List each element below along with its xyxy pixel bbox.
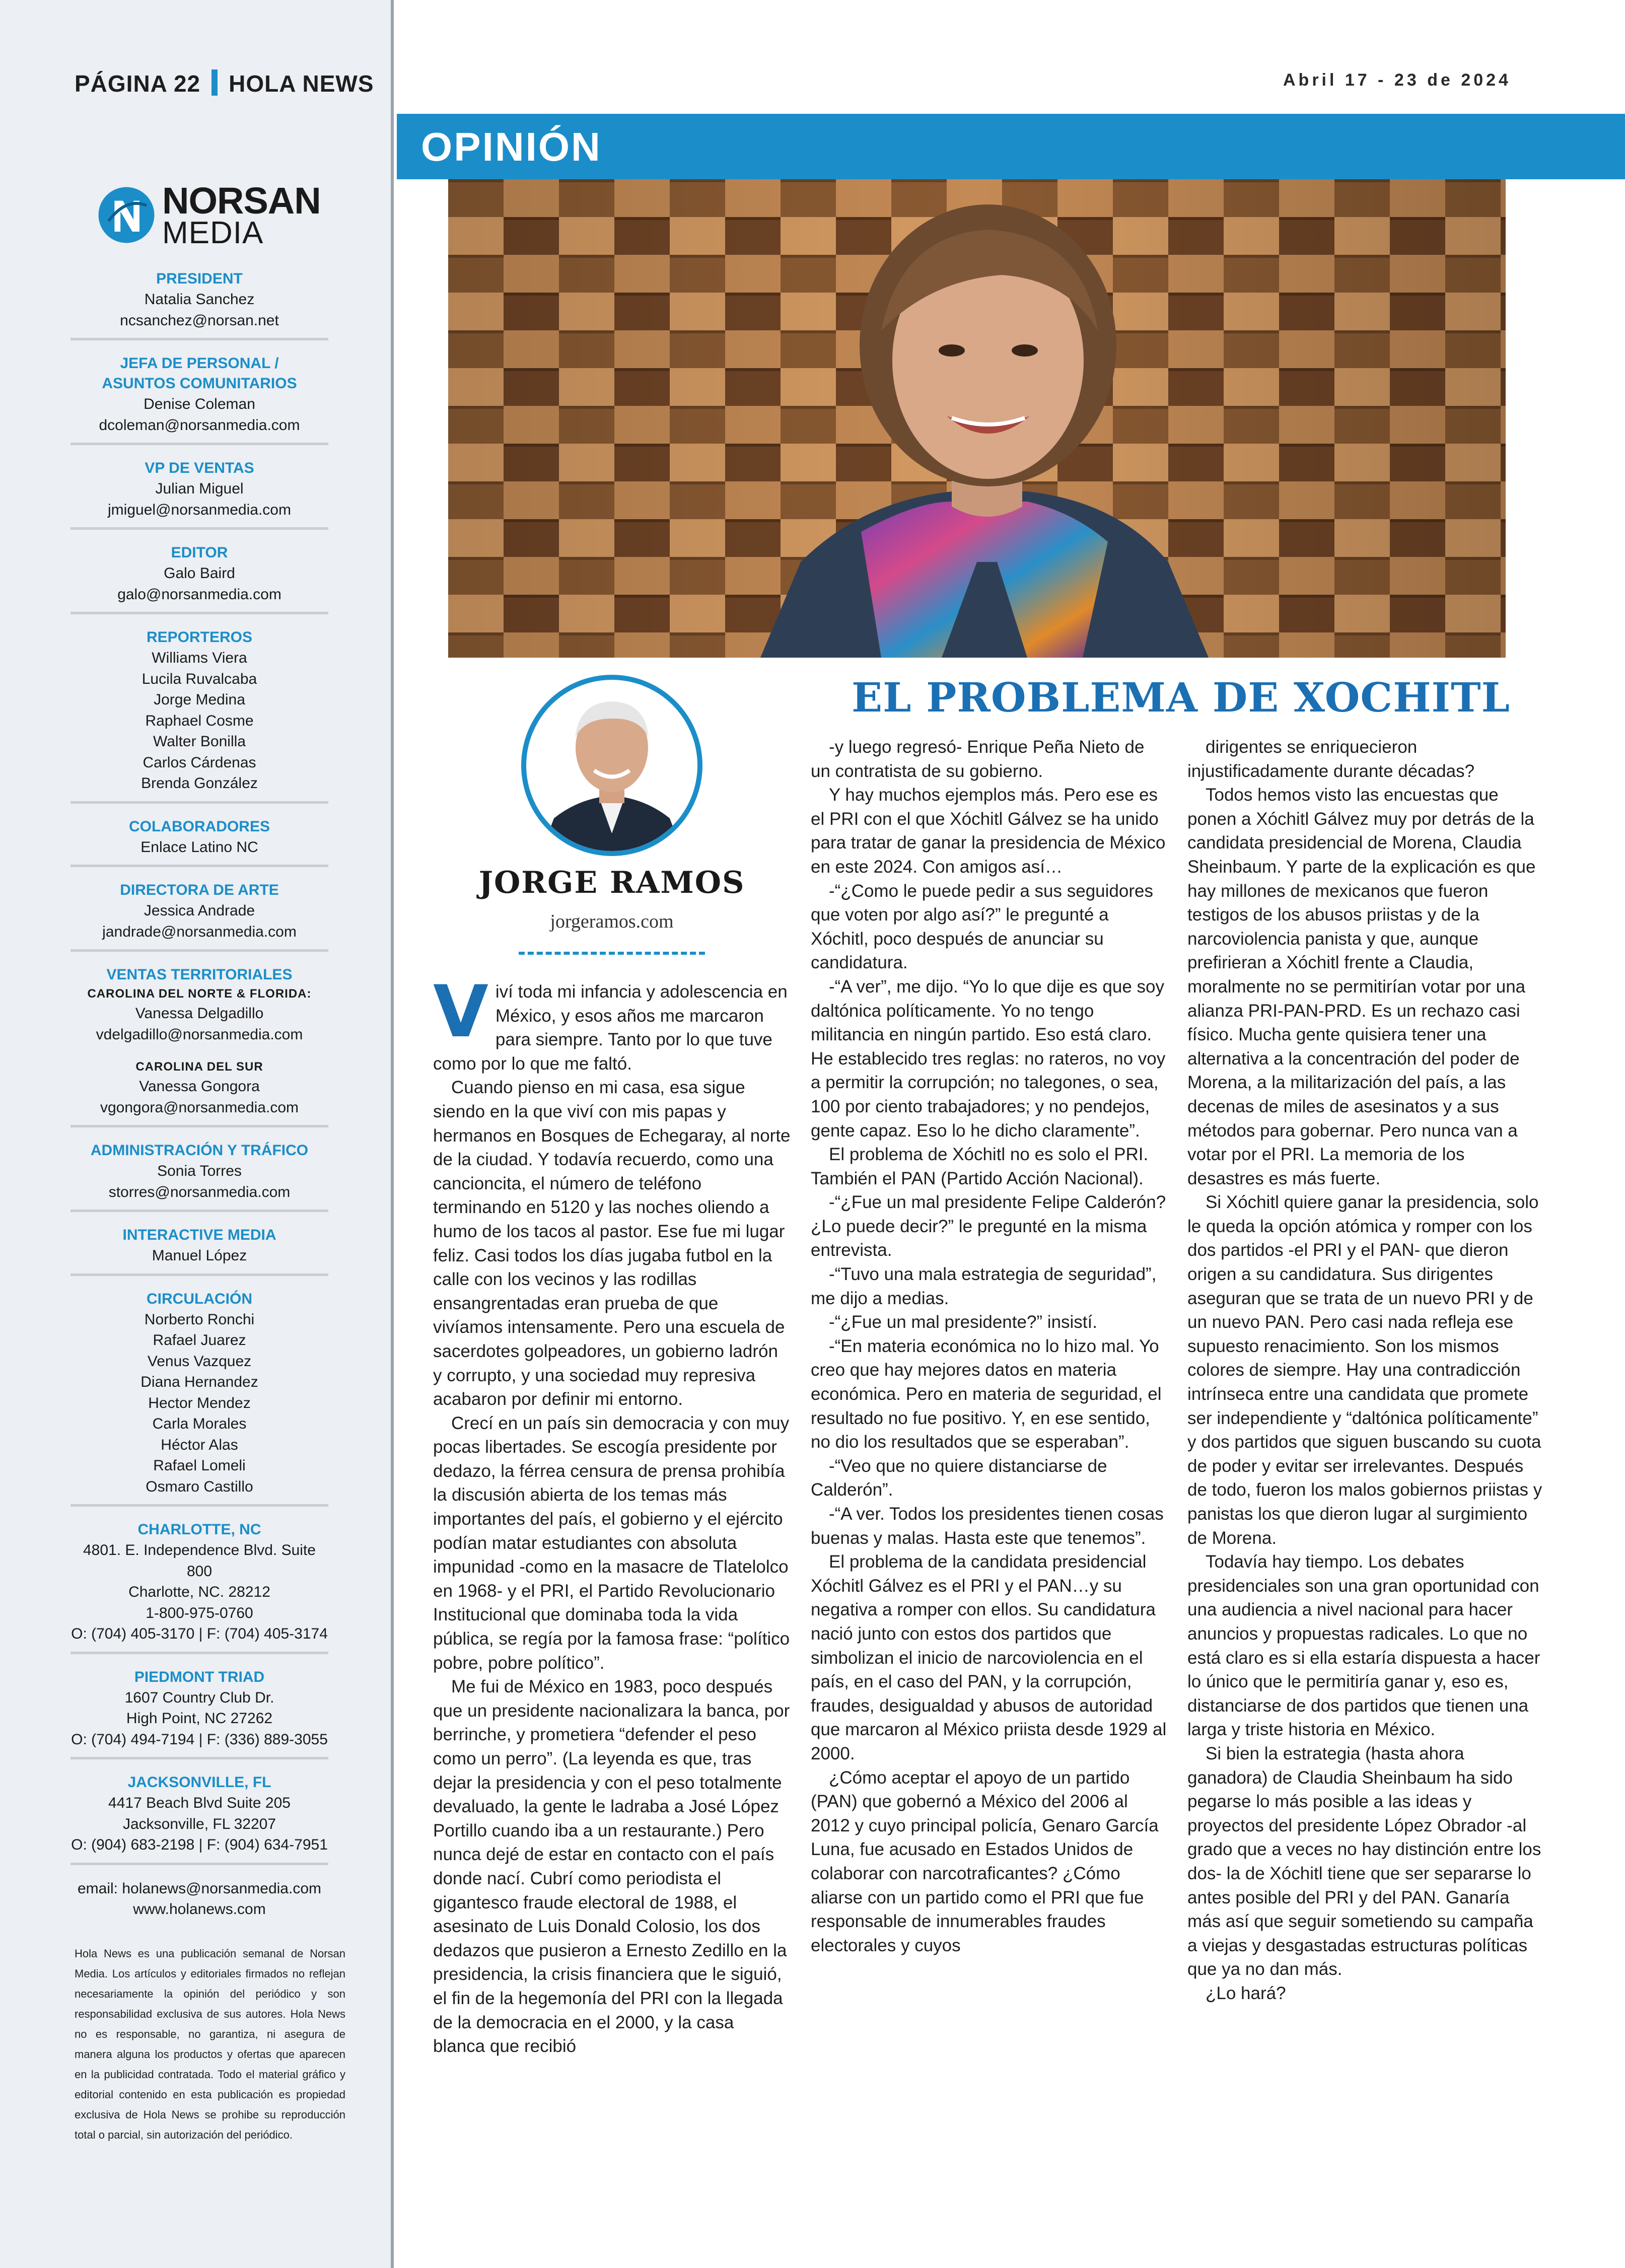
staff-line: Sonia Torres xyxy=(157,1163,242,1179)
article-paragraph: ¿Cómo aceptar el apoyo de un partido (PAN) que gobernó a México del 2006 al 2012 y cuyo principal policía, Genaro García Luna, fue acusado en Estados Unidos de colaborar con narcotraficantes? ¿Cómo aliarse con un partido como el PRI que fue responsable de innumerables fraudes electorales y cuyos xyxy=(811,1767,1159,1955)
staff-section xyxy=(70,1219,328,1276)
staff-line: Diana Hernandez xyxy=(140,1374,258,1390)
staff-line: Carlos Cárdenas xyxy=(143,754,256,771)
staff-heading: PRESIDENT xyxy=(156,270,243,287)
issue-date: Abril 17 - 23 de 2024 xyxy=(1283,70,1511,90)
author-divider xyxy=(519,952,705,955)
article-paragraph: El problema de Xóchitl no es solo el PRI. También el PAN (Partido Acción Nacional). xyxy=(811,1145,1149,1188)
article-paragraph: -“Veo que no quiere distanciarse de Calderón”. xyxy=(811,1456,1107,1500)
logo-text-media: MEDIA xyxy=(162,216,264,250)
header-divider xyxy=(211,69,218,96)
staff-line: O: (904) 683-2198 | F: (904) 634-7951 xyxy=(71,1836,328,1853)
section-banner xyxy=(397,114,1625,179)
staff-line: Denise Coleman xyxy=(144,396,255,412)
staff-line: Hector Mendez xyxy=(148,1394,251,1411)
staff-section xyxy=(70,874,328,952)
staff-line: Venus Vazquez xyxy=(147,1353,252,1370)
staff-section xyxy=(70,263,328,340)
staff-line: Brenda González xyxy=(141,775,258,792)
staff-line: Enlace Latino NC xyxy=(140,838,258,856)
article-column-1 xyxy=(433,970,791,2059)
staff-section xyxy=(70,537,328,614)
masthead-sidebar xyxy=(0,0,394,2268)
logo-text-norsan: NORSAN xyxy=(162,180,321,222)
staff-section xyxy=(70,621,328,804)
article-paragraph: -“¿Fue un mal presidente?” insistí. xyxy=(829,1312,1097,1332)
article-paragraph: El problema de la candidata presidencial Xóchitl Gálvez es el PRI y el PAN…y su negativa a romper con ellos. Su candidatura nació junto con estos dos partidos que simbolizan el inicio de narcoviolencia en el país, en el caso del PAN, y la corrupción, fraudes, desigualdad y abusos de autoridad que marcaron al México priista desde 1929 al 2000. xyxy=(811,1552,1167,1763)
article-paragraph: -“¿Fue un mal presidente Felipe Calderón? ¿Lo puede decir?” le pregunté en la misma entrevista. xyxy=(811,1192,1166,1260)
staff-heading: ASUNTOS COMUNITARIOS xyxy=(102,375,297,392)
article-column-3 xyxy=(1187,735,1545,2005)
article-paragraph xyxy=(433,970,791,1076)
staff-line: O: (704) 494-7194 | F: (336) 889-3055 xyxy=(71,1731,328,1748)
staff-heading: COLABORADORES xyxy=(128,818,270,835)
drop-cap: V xyxy=(433,970,488,1053)
staff-line: galo@norsanmedia.com xyxy=(117,586,281,603)
staff-section xyxy=(70,1283,328,1507)
staff-line: 4801. E. Independence Blvd. Suite 800 xyxy=(83,1542,316,1580)
staff-section xyxy=(70,1661,328,1760)
staff-line: Julian Miguel xyxy=(155,480,244,497)
article-paragraph: -“A ver. Todos los presidentes tienen cosas buenas y malas. Hasta este que tenemos”. xyxy=(811,1504,1164,1548)
article-paragraph: Crecí en un país sin democracia y con muy pocas libertades. Se escogía presidente por dedazo, la férrea censura de prensa prohibía la discusión abierta de los temas más importantes del país, el gobierno y el ejército podían matar estudiantes con absoluta impunidad -como en la masacre de Tlatelolco en 1968- y el PRI, el Partido Revolucionario Institucional que dominaba toda la vida pública, se regía por la famosa frase: “político pobre, pobre político”. xyxy=(433,1413,790,1673)
staff-heading: JEFA DE PERSONAL / xyxy=(120,355,279,372)
staff-section xyxy=(70,1514,328,1654)
paper-name: HOLA NEWS xyxy=(229,70,374,97)
staff-line: vdelgadillo@norsanmedia.com xyxy=(96,1026,303,1043)
staff-line: email: holanews@norsanmedia.com xyxy=(77,1880,321,1897)
staff-line: www.holanews.com xyxy=(133,1901,266,1918)
staff-line: Charlotte, NC. 28212 xyxy=(128,1584,270,1600)
staff-heading: CHARLOTTE, NC xyxy=(137,1521,261,1538)
staff-line: Lucila Ruvalcaba xyxy=(142,670,257,687)
article-paragraph: Cuando pienso en mi casa, esa sigue siendo en la que viví con mis papas y hermanos en Bosques de Echegaray, al norte de la ciudad. Y todavía recuerdo, como una cancioncita, el número de teléfono terminando en 5120 y las noches oliendo a humo de los tacos al pastor. Ese fue mi lugar feliz. Casi todos los días jugaba futbol en la calle con los vecinos y las rodillas ensangrentadas eran prueba de que vivíamos intensamente. Pero una escuela de sacerdotes golpeadores, un gobierno ladrón y corrupto, y una sociedad muy represiva acabaron por definir mi entorno. xyxy=(433,1078,791,1409)
staff-heading: DIRECTORA DE ARTE xyxy=(120,882,279,898)
article-paragraph: -“En materia económica no lo hizo mal. Yo creo que hay mejores datos en materia económica. Pero en materia de seguridad, el resultado no fue positivo. Y, en ese sentido, no dio los resultados que se esperaban”. xyxy=(811,1336,1162,1452)
norsan-logo-icon xyxy=(97,185,156,245)
staff-heading: JACKSONVILLE, FL xyxy=(127,1774,271,1791)
staff-line: 1607 Country Club Dr. xyxy=(124,1689,274,1706)
staff-section xyxy=(70,959,328,1052)
article-paragraph: -y luego regresó- Enrique Peña Nieto de un contratista de su gobierno. xyxy=(811,737,1145,781)
disclaimer-text: Hola News es una publicación semanal de Norsan Media. Los artículos y editoriales firmados no reflejan necesariamente la opinión del periódico y son responsabilidad exclusiva de sus autores. Hola News no es responsable, no garantiza, ni asegura de manera alguna los productos y ofertas que aparecen en la publicidad contratada. Todo el material gráfico y editorial contenido en esta publicación es propiedad exclusiva de Hola News se prohibe su reproducción total o parcial, sin autorización del periódico. xyxy=(75,1947,345,2141)
staff-line: Rafael Juarez xyxy=(153,1332,246,1349)
staff-line: Vanessa Gongora xyxy=(139,1078,260,1095)
staff-line: Jorge Medina xyxy=(154,691,245,708)
staff-line: storres@norsanmedia.com xyxy=(108,1183,291,1200)
staff-line: Jessica Andrade xyxy=(144,902,255,919)
staff-heading: INTERACTIVE MEDIA xyxy=(122,1227,276,1243)
staff-section xyxy=(70,1766,328,1865)
staff-line: jandrade@norsanmedia.com xyxy=(102,923,297,940)
staff-line: Vanessa Delgadillo xyxy=(135,1005,264,1022)
article-paragraph: -“A ver”, me dijo. “Yo lo que dije es que soy daltónica políticamente. Yo no tengo militancia en ningún partido. Eso está claro. He establecido tres reglas: no rateros, no voy a permitir la corrupción; no talegones, o sea, 100 por ciento trabajadores; y no pendejos, gente capaz. Eso lo he dicho claramente”. xyxy=(811,976,1166,1141)
staff-section xyxy=(70,347,328,445)
paragraph-text: iví toda mi infancia y adolescencia en México, y esos años me marcaron para siempre. Tanto por lo que tuve como por lo que me faltó. xyxy=(433,982,788,1074)
staff-line: vgongora@norsanmedia.com xyxy=(100,1099,299,1116)
article-paragraph: Todos hemos visto las encuestas que ponen a Xóchitl Gálvez muy por detrás de la candidata presidencial de Morena, Claudia Sheinbaum. Y parte de la explicación es que hay millones de mexicanos que fueron testigos de los abusos priistas y de la narcoviolencia panista y que, aunque prefirieran a Xóchitl frente a Claudia, moralmente no se permitirían votar por una alianza PRI-PAN-PRD. Es un rechazo casi físico. Mucha gente quisiera tener una alternativa a la concentración del poder de Morena, a la militarización del país, a las decenas de miles de asesinatos y a sus métodos para gobernar. Pero nunca van a votar por el PRI. La memoria de los desastres es más fuerte. xyxy=(1187,785,1536,1188)
article-headline: EL PROBLEMA DE XOCHITL xyxy=(852,674,1510,721)
author-name: JORGE RAMOS xyxy=(478,865,745,900)
staff-line: Manuel López xyxy=(152,1247,247,1264)
staff-line: dcoleman@norsanmedia.com xyxy=(99,416,300,434)
author-avatar xyxy=(519,672,705,859)
article-paragraph: Me fui de México en 1983, poco después que un presidente nacionalizara la banca, por berrinche, y prometiera “defender el peso como un perro”. (La leyenda es que, tras dejar la presidencia y con el peso totalmente devaluado, la gente le ladraba a José López Portillo cuando iba a un restaurante.) Pero nunca dejé de estar en contacto con el país donde nací. Cubrí como periodista el gigantesco fraude electoral de 1988, el asesinato de Luis Donald Colosio, los dos dedazos que pusieron a Ernesto Zedillo en la presidencia, la crisis financiera que le siguió, el fin de la hegemonía del PRI con la llegada de la democracia en el 2000, y la casa blanca que recibió xyxy=(433,1677,790,2057)
staff-heading: CIRCULACIÓN xyxy=(147,1290,252,1307)
staff-line: Jacksonville, FL 32207 xyxy=(122,1815,276,1832)
article-paragraph: -“Tuvo una mala estrategia de seguridad”, me dijo a medias. xyxy=(811,1264,1157,1308)
article-paragraph: dirigentes se enriquecieron injustificadamente durante décadas? xyxy=(1187,737,1475,781)
staff-section xyxy=(70,1052,328,1127)
staff-line: High Point, NC 27262 xyxy=(126,1710,273,1727)
staff-line: O: (704) 405-3170 | F: (704) 405-3174 xyxy=(71,1625,328,1642)
article-column-2 xyxy=(811,735,1168,1957)
staff-line: Natalia Sanchez xyxy=(144,291,255,308)
author-website: jorgeramos.com xyxy=(550,911,674,932)
staff-line: Norberto Ronchi xyxy=(144,1311,255,1328)
staff-section xyxy=(70,811,328,868)
staff-heading: PIEDMONT TRIAD xyxy=(134,1668,265,1685)
article-paragraph: Si bien la estrategia (hasta ahora ganadora) de Claudia Sheinbaum ha sido pegarse lo más posible a las ideas y proyectos del presidente López Obrador -al grado que a veces no hay distinción entre los dos- la de Xóchitl tiene que ser separarse lo antes posible del PRI y del PAN. Ganaría más así que seguir sometiendo su campaña a viejas y desgastadas estructuras políticas que ya no dan más. xyxy=(1187,1743,1541,1979)
staff-line: Galo Baird xyxy=(164,565,235,582)
candidate-photo xyxy=(448,179,1506,658)
staff-line: ncsanchez@norsan.net xyxy=(120,312,279,329)
article-paragraph: Si Xóchitl quiere ganar la presidencia, solo le queda la opción atómica y romper con los dos partidos -el PRI y el PAN- que dieron origen a su candidatura. Sus dirigentes aseguran que se trata de un nuevo PRI y de un nuevo PAN. Pero casi nada refleja ese supuesto renacimiento. Son los mismos colores de siempre. Hay una contradicción intrínseca entre una candidata que promete ser independiente y “daltónica políticamente” y dos partidos que siguen buscando su cuota de poder y evitar ser irrelevantes. Después de todo, fueron los malos gobiernos priistas y panistas los que dieron lugar al surgimiento de Morena. xyxy=(1187,1192,1542,1548)
staff-line: jmiguel@norsanmedia.com xyxy=(108,501,291,518)
staff-heading: VENTAS TERRITORIALES xyxy=(106,966,293,983)
photo-illustration xyxy=(448,179,1506,658)
staff-line: Héctor Alas xyxy=(161,1436,238,1453)
staff-heading: REPORTEROS xyxy=(146,629,253,646)
article-paragraph: Y hay muchos ejemplos más. Pero ese es el PRI con el que Xóchitl Gálvez se ha unido para tratar de ganar la presidencia de México en este 2024. Con amigos así… xyxy=(811,785,1166,877)
staff-subheading: CAROLINA DEL NORTE & FLORIDA: xyxy=(87,987,312,1001)
staff-line: Williams Viera xyxy=(152,650,247,666)
article-paragraph: -“¿Como le puede pedir a sus seguidores que voten por algo así?” le pregunté a Xóchitl, poco después de anunciar su candidatura. xyxy=(811,881,1153,973)
staff-subheading: CAROLINA DEL SUR xyxy=(135,1060,263,1074)
staff-directory xyxy=(70,263,328,1922)
staff-heading: ADMINISTRACIÓN Y TRÁFICO xyxy=(90,1142,309,1159)
article-paragraph: Todavía hay tiempo. Los debates presidenciales son una gran oportunidad con una audiencia a nivel nacional para hacer anuncios y propuestas radicales. Lo que no está claro es si ella estaría dispuesta a hacer lo único que le permitiría ganar y, eso es, distanciarse de dos partidos que tienen una larga y triste historia en México. xyxy=(1187,1552,1540,1740)
author-portrait xyxy=(519,672,705,859)
page-number: PÁGINA 22 xyxy=(75,70,201,97)
staff-line: Raphael Cosme xyxy=(145,712,254,729)
staff-heading: EDITOR xyxy=(171,544,228,561)
staff-heading: VP DE VENTAS xyxy=(145,460,254,476)
staff-section xyxy=(70,1135,328,1212)
staff-line: 4417 Beach Blvd Suite 205 xyxy=(108,1795,291,1811)
staff-line: 1-800-975-0760 xyxy=(146,1604,253,1621)
staff-line: Rafael Lomeli xyxy=(153,1457,246,1474)
staff-line: Osmaro Castillo xyxy=(146,1478,253,1495)
article-paragraph: ¿Lo hará? xyxy=(1206,1983,1286,2003)
staff-section xyxy=(70,452,328,530)
norsan-media-logo xyxy=(97,180,333,250)
section-title: OPINIÓN xyxy=(421,124,602,169)
staff-section xyxy=(70,1872,328,1922)
staff-line: Carla Morales xyxy=(152,1415,247,1432)
page-header xyxy=(75,69,374,97)
staff-line: Walter Bonilla xyxy=(153,733,246,750)
